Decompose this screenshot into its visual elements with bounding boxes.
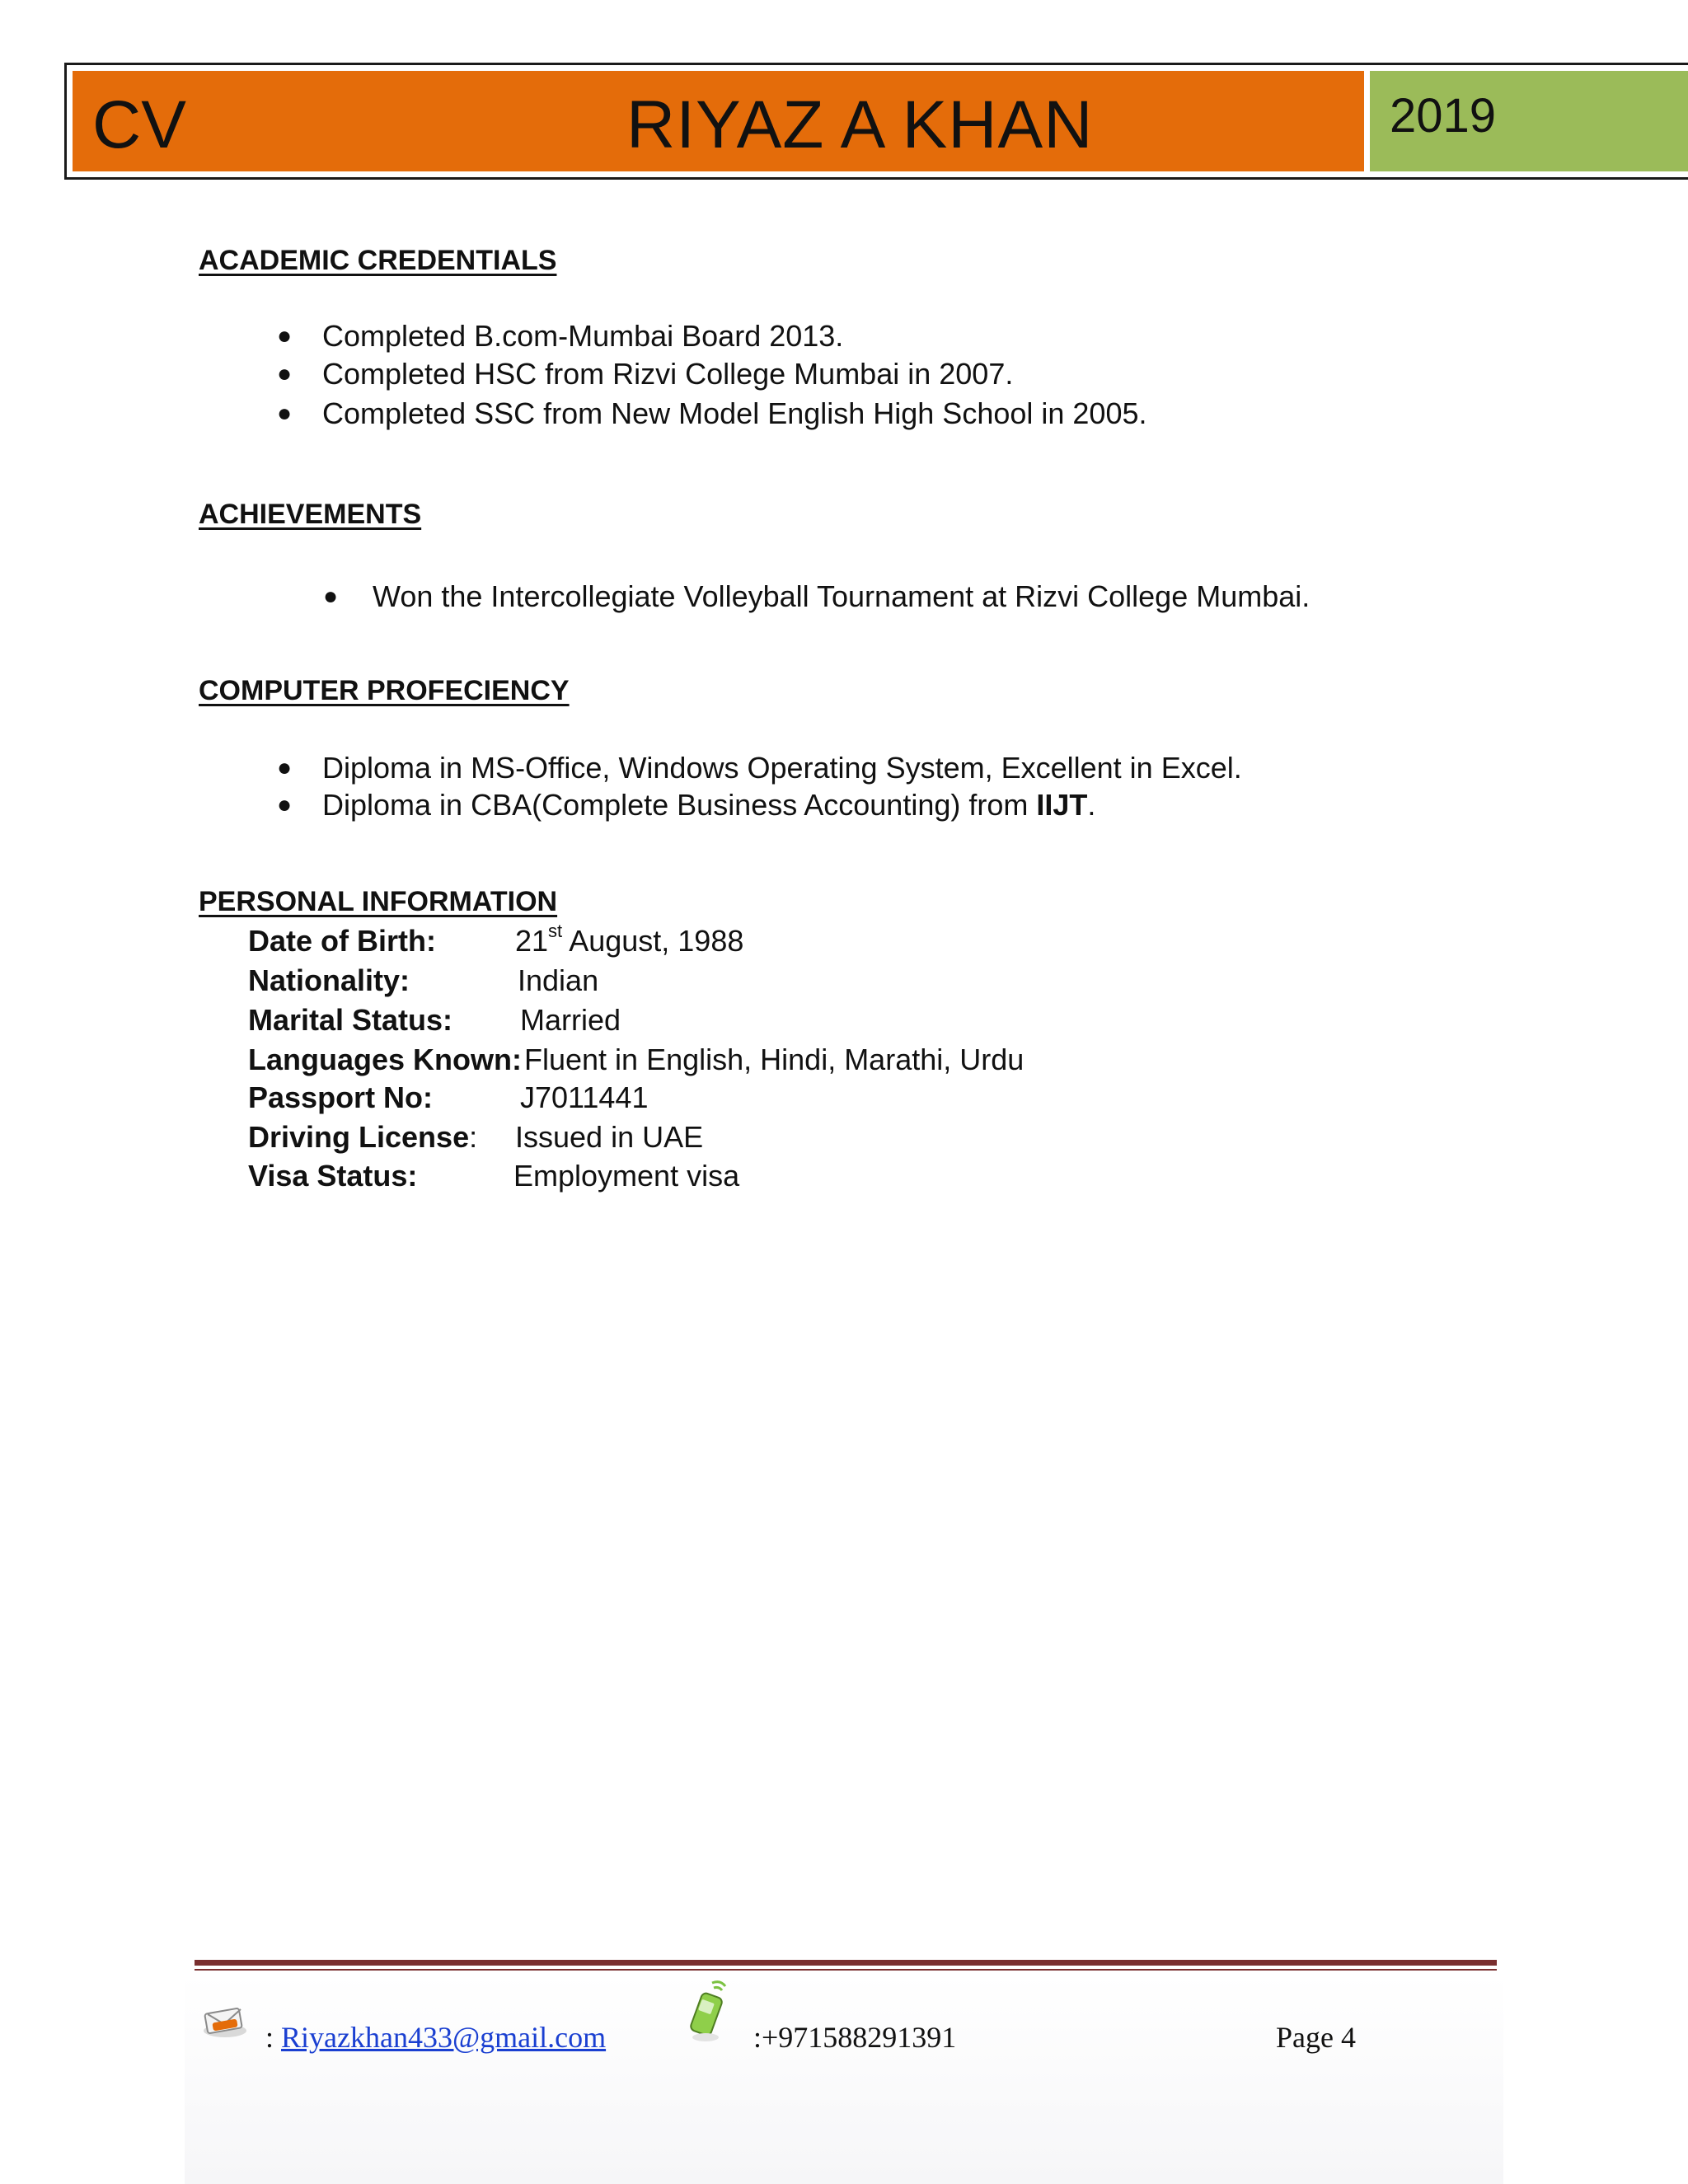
license-value: Issued in UAE [515, 1120, 704, 1154]
dob-label: Date of Birth: [248, 924, 436, 958]
bullet-icon: ● [323, 583, 339, 610]
license-label: Driving License [248, 1120, 470, 1154]
achievements-heading: ACHIEVEMENTS [199, 499, 422, 530]
cba-text: Diploma in CBA(Complete Business Accounting) from [322, 788, 1037, 822]
visa-label: Visa Status: [248, 1159, 418, 1193]
bullet-icon: ● [277, 400, 293, 427]
bullet-icon: ● [277, 791, 293, 818]
academic-item: Completed SSC from New Model English High School in 2005. [322, 396, 1147, 430]
bullet-icon: ● [277, 360, 293, 387]
marital-label: Marital Status: [248, 1003, 453, 1037]
marital-value: Married [520, 1003, 621, 1037]
visa-value: Employment visa [513, 1159, 740, 1193]
dob-rest: August, 1988 [562, 924, 744, 958]
languages-value: Fluent in English, Hindi, Marathi, Urdu [524, 1043, 1025, 1076]
license-label-row [248, 1119, 477, 1155]
computer-heading: COMPUTER PROFECIENCY [199, 675, 570, 706]
cv-year: 2019 [1390, 89, 1497, 143]
achievement-item: Won the Intercollegiate Volleyball Tournament at Rizvi College Mumbai. [373, 579, 1311, 613]
bullet-icon: ● [277, 322, 293, 349]
passport-label: Passport No: [248, 1080, 434, 1114]
computer-item: Diploma in MS-Office, Windows Operating System, Excellent in Excel. [322, 751, 1242, 785]
academic-item: Completed HSC from Rizvi College Mumbai in 2007. [322, 357, 1014, 391]
phone-number: :+971588291391 [753, 2021, 957, 2054]
dob-suffix: st [548, 921, 563, 941]
license-colon: : [469, 1120, 478, 1154]
email-prefix: : [265, 2021, 282, 2054]
nationality-label: Nationality: [248, 963, 410, 997]
cba-institute: IIJT [1036, 788, 1088, 822]
academic-item: Completed B.com-Mumbai Board 2013. [322, 319, 844, 353]
computer-item-cba [322, 787, 1095, 823]
bullet-icon: ● [277, 754, 293, 781]
passport-value: J7011441 [520, 1080, 649, 1114]
email-link[interactable]: Riyazkhan433@gmail.com [281, 2021, 607, 2054]
mobile-phone-icon [684, 1978, 734, 2044]
candidate-name: RIYAZ A KHAN [626, 87, 1094, 162]
footer-band [185, 1974, 1503, 2184]
email-row [265, 2019, 606, 2055]
personal-heading: PERSONAL INFORMATION [199, 886, 558, 917]
envelope-icon [201, 2003, 249, 2041]
languages-label: Languages Known: [248, 1043, 522, 1076]
academic-heading: ACADEMIC CREDENTIALS [199, 245, 557, 276]
cba-suffix: . [1087, 788, 1096, 822]
nationality-value: Indian [518, 963, 599, 997]
dob-value [515, 923, 743, 959]
cv-label: CV [92, 87, 186, 162]
dob-day: 21 [515, 924, 549, 958]
page-number: Page 4 [1276, 2021, 1356, 2054]
footer-rule-thin [195, 1969, 1497, 1971]
footer-rule [195, 1960, 1497, 1966]
